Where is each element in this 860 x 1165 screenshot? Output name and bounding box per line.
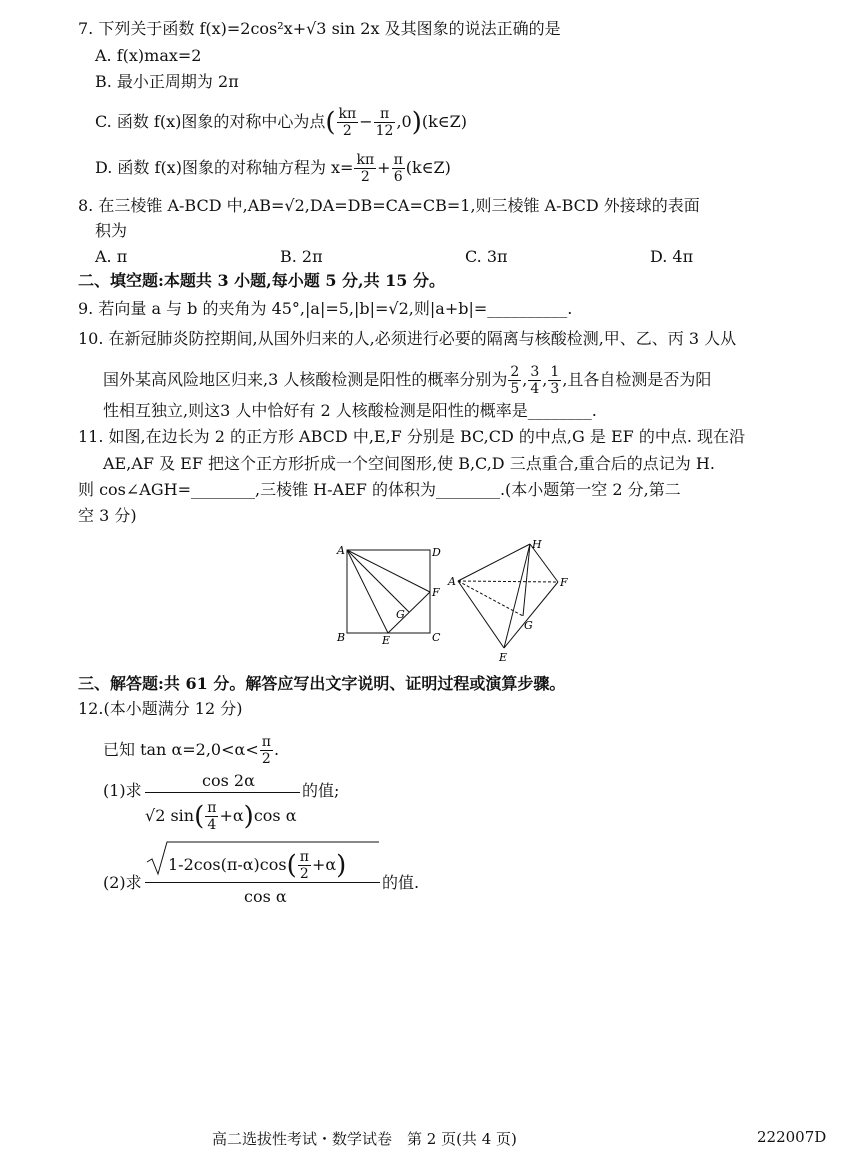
- den-text: cos α: [253, 806, 297, 825]
- paren-left: (: [286, 850, 297, 881]
- q10-frac2: [528, 364, 541, 397]
- q9: 9. 若向量 a 与 b 的夹角为 45°,|a|=5,|b|=√2,则|a+b|=__________.: [78, 299, 573, 318]
- q12-p2-post: 的值.: [382, 873, 420, 892]
- q12-p2-fraction-bar: [145, 882, 380, 883]
- q12-p2-pre: (2)求: [103, 873, 142, 892]
- label-A2: A: [448, 575, 456, 588]
- q8-option-d: D. 4π: [650, 247, 694, 266]
- q10-frac1: [508, 364, 521, 397]
- q12-head: 12.(本小题满分 12 分): [78, 699, 243, 718]
- label-E2: E: [499, 651, 508, 664]
- paren-left: (: [325, 107, 336, 138]
- frac-num: 3: [530, 364, 540, 380]
- frac-den: 6: [393, 169, 403, 185]
- q12-given: [103, 734, 279, 767]
- frac-den: 3: [550, 381, 560, 397]
- q12-p1-post: 的值;: [302, 781, 340, 800]
- page-footer: 高二选拔性考试・数学试卷 第 2 页(共 4 页): [212, 1130, 517, 1148]
- q10-line1: 10. 在新冠肺炎防控期间,从国外归来的人,必须进行必要的隔离与核酸检测,甲、乙、丙 3 人从: [78, 329, 737, 348]
- label-A: A: [337, 544, 345, 557]
- q8-option-c: C. 3π: [465, 247, 508, 266]
- q7-d-frac1: [354, 152, 376, 185]
- q11-line4: 空 3 分): [78, 506, 137, 525]
- label-C: C: [432, 631, 441, 644]
- frac-num: π: [261, 734, 271, 750]
- q12-p2-num-frac: [298, 849, 311, 882]
- frac-den: 2: [299, 866, 309, 882]
- q12-given-text: 已知 tan α=2,0<α<: [103, 740, 259, 759]
- q12-p1-den-frac: [205, 800, 218, 833]
- frac-den: 2: [342, 123, 352, 139]
- frac-den: 5: [510, 381, 520, 397]
- q7-stem: 7. 下列关于函数 f(x)=2cos²x+√3 sin 2x 及其图象的说法正确的是: [78, 19, 561, 38]
- frac-den: 2: [360, 169, 370, 185]
- paren-right: ): [336, 850, 347, 881]
- frac-num: kπ: [356, 152, 375, 168]
- square-figure: [334, 540, 444, 650]
- q12-p1-pre: (1)求: [103, 781, 142, 800]
- q7-d-text: D. 函数 f(x)图象的对称轴方程为 x=: [95, 158, 354, 177]
- q12-given-post: .: [273, 740, 280, 759]
- q7-c-frac2: [374, 106, 396, 139]
- section-solve-title: 三、解答题:共 61 分。解答应写出文字说明、证明过程或演算步骤。: [78, 674, 566, 693]
- label-H: H: [532, 538, 542, 551]
- label-F2: F: [560, 576, 568, 589]
- frac-num: π: [393, 152, 403, 168]
- label-G2: G: [524, 619, 533, 632]
- frac-num: kπ: [338, 106, 357, 122]
- q12-p1-numerator: cos 2α: [202, 771, 255, 790]
- q12-p2-numerator: [168, 849, 346, 882]
- q10-line2: 国外某高风险地区归来,3 人核酸检测是阳性的概率分别为 $\frac{2}{5}$ , $\frac{3}{4}$ , $\frac{1}{3}$ ,且各自检测是否为阳: [103, 364, 712, 397]
- frac-num: 2: [510, 364, 520, 380]
- num-text: 1-2cos(π-α)cos: [168, 855, 287, 874]
- frac-num: π: [299, 849, 309, 865]
- label-B: B: [337, 631, 346, 644]
- q11-line3: 则 cos∠AGH=________,三棱锥 H-AEF 的体积为________.(本小题第一空 2 分,第二: [78, 480, 681, 499]
- q7-c-frac1: [337, 106, 359, 139]
- q12-p2-denominator: cos α: [244, 887, 287, 906]
- q11-line2: AE,AF 及 EF 把这个正方形折成一个空间图形,使 B,C,D 三点重合,重合后的点记为 H.: [103, 454, 715, 473]
- label-G: G: [396, 608, 405, 621]
- q12-p1-denominator: [145, 800, 297, 833]
- frac-den: 12: [375, 123, 394, 139]
- q10-line2-text: 国外某高风险地区归来,3 人核酸检测是阳性的概率分别为: [103, 370, 508, 389]
- q8-line2: 积为: [95, 221, 128, 240]
- section-fill-in-title: 二、填空题:本题共 3 小题,每小题 5 分,共 15 分。: [78, 271, 446, 290]
- exam-code: 222007D: [757, 1128, 827, 1146]
- frac-num: 1: [550, 364, 560, 380]
- q8-option-a: A. π: [95, 247, 128, 266]
- q7-c-tail: (k∈Z): [421, 112, 468, 131]
- q11-line1: 11. 如图,在边长为 2 的正方形 ABCD 中,E,F 分别是 BC,CD 的中点,G 是 EF 的中点. 现在沿: [78, 427, 745, 446]
- q10-line2-post: ,且各自检测是否为阳: [562, 370, 712, 389]
- q7-option-a: A. f(x)max=2: [95, 46, 202, 65]
- den-text: +α: [219, 806, 244, 825]
- frac-num: π: [374, 106, 396, 123]
- label-E: E: [382, 634, 391, 647]
- q7-d-frac2: [392, 152, 405, 185]
- q12-p1-fraction-bar: [145, 792, 300, 793]
- label-F: F: [432, 586, 440, 599]
- q7-option-b: B. 最小正周期为 2π: [95, 72, 239, 91]
- frac-den: 2: [261, 751, 271, 767]
- q10-line3: 性相互独立,则这3 人中恰好有 2 人核酸检测是阳性的概率是________.: [103, 401, 597, 420]
- q7-c-post: ,0: [396, 112, 412, 131]
- plus-sign: +: [377, 158, 391, 177]
- q10-frac3: [548, 364, 561, 397]
- q8-line1: 8. 在三棱锥 A-BCD 中,AB=√2,DA=DB=CA=CB=1,则三棱锥 A-BCD 外接球的表面: [78, 196, 700, 215]
- frac-num: π: [207, 800, 217, 816]
- frac-den: 4: [530, 381, 540, 397]
- paren-left: (: [194, 801, 205, 832]
- q7-option-d: [95, 152, 451, 185]
- label-D: D: [432, 546, 441, 559]
- q7-d-tail: (k∈Z): [405, 158, 451, 177]
- q8-option-b: B. 2π: [280, 247, 323, 266]
- tetrahedron-figure: [446, 536, 571, 666]
- q12-given-frac: [260, 734, 273, 767]
- paren-right: ): [411, 107, 422, 138]
- frac-den: 4: [207, 817, 217, 833]
- num-text: +α: [311, 855, 337, 874]
- q7-option-c: C. 函数 f(x)图象的对称中心为点( $\frac{k\pi}{2}$ − $\frac{\pi}{12}$ ,0)(k∈Z): [95, 106, 468, 139]
- paren-right: ): [243, 801, 254, 832]
- q7-c-text: C. 函数 f(x)图象的对称中心为点: [95, 112, 326, 131]
- den-text: √2 sin: [145, 806, 195, 825]
